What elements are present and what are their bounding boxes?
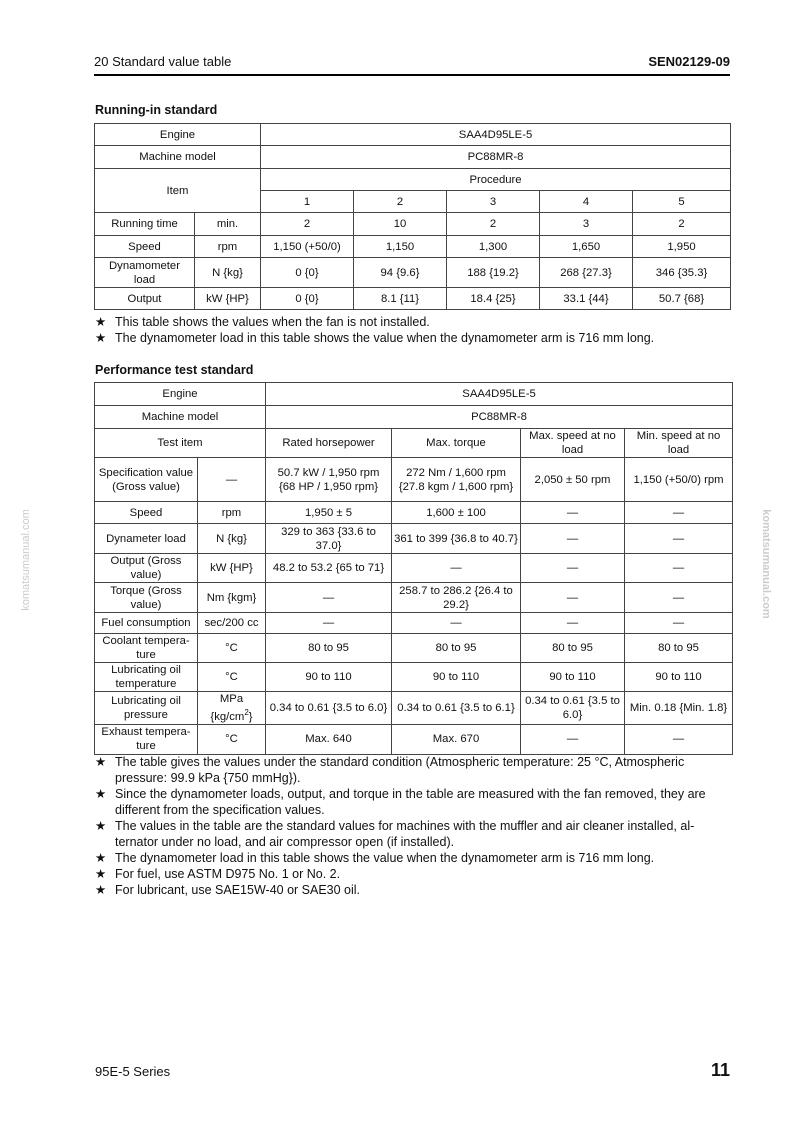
row-label: Speed (95, 502, 198, 524)
row-unit: kW {HP} (195, 288, 261, 310)
item-label: Item (95, 169, 261, 213)
cell: 1,650 (540, 236, 633, 258)
column-header: Min. speed at no load (625, 429, 733, 458)
cell: 90 to 110 (625, 663, 733, 692)
star-icon: ★ (95, 819, 107, 833)
note-item (95, 882, 735, 898)
table-row (95, 724, 733, 754)
engine-label: Engine (95, 124, 261, 146)
note-item (95, 330, 735, 346)
star-icon: ★ (95, 851, 107, 865)
row-label: Lubricating oil temperature (95, 663, 198, 692)
cell: 80 to 95 (392, 634, 521, 663)
table-row (95, 692, 733, 725)
engine-value: SAA4D95LE-5 (261, 124, 731, 146)
unit-end: } (248, 710, 253, 723)
test-item-label: Test item (95, 429, 266, 458)
row-label: Exhaust tempera-ture (95, 724, 198, 754)
watermark-right: komatsumanual.com (760, 509, 772, 619)
note-item (95, 866, 735, 882)
row-label: Coolant tempera-ture (95, 634, 198, 663)
row-label: Torque (Gross value) (95, 583, 198, 613)
cell: — (521, 524, 625, 554)
row-label: Output (Gross value) (95, 554, 198, 583)
procedure-number: 3 (447, 191, 540, 213)
unit-sub: {kg/cm (210, 710, 245, 723)
row-label: Speed (95, 236, 195, 258)
table-row (95, 236, 731, 258)
note-text: This table shows the values when the fan is not installed. (115, 315, 430, 329)
cell: 0.34 to 0.61 {3.5 to 6.0} (521, 692, 625, 725)
procedure-number: 5 (633, 191, 731, 213)
table-row (95, 554, 733, 583)
engine-label: Engine (95, 383, 266, 406)
cell: 1,150 (+50/0) rpm (625, 458, 733, 502)
cell: 10 (354, 213, 447, 236)
cell: 1,950 (633, 236, 731, 258)
row-label: Specification value (Gross value) (95, 458, 198, 502)
header-section-title: 20 Standard value table (94, 54, 232, 69)
row-unit: N {kg} (198, 524, 266, 554)
row-label: Dynamometer load (95, 258, 195, 288)
machine-model-value: PC88MR-8 (266, 406, 733, 429)
cell: 2 (447, 213, 540, 236)
star-icon: ★ (95, 883, 107, 897)
cell: — (625, 613, 733, 634)
cell: 90 to 110 (266, 663, 392, 692)
cell: 90 to 110 (521, 663, 625, 692)
cell: 1,150 (+50/0) (261, 236, 354, 258)
cell: Max. 670 (392, 724, 521, 754)
cell: 1,600 ± 100 (392, 502, 521, 524)
row-label: Running time (95, 213, 195, 236)
row-unit: °C (198, 663, 266, 692)
note-text: The table gives the values under the standard condition (Atmospheric temperature: 25 °C, Atmospheric pressure: 99.9 kPa {750 mmHg}). (115, 755, 685, 785)
note-item (95, 818, 735, 850)
page-number: 11 (710, 1060, 730, 1080)
cell: 0.34 to 0.61 {3.5 to 6.1} (392, 692, 521, 725)
cell: 50.7 {68} (633, 288, 731, 310)
note-text: For fuel, use ASTM D975 No. 1 or No. 2. (115, 867, 341, 881)
note-text: The dynamometer load in this table shows the value when the dynamometer arm is 716 mm long. (115, 851, 655, 865)
star-icon: ★ (95, 867, 107, 881)
cell: 94 {9.6} (354, 258, 447, 288)
machine-model-label: Machine model (95, 406, 266, 429)
table-row (95, 524, 733, 554)
cell: 272 Nm / 1,600 rpm {27.8 kgm / 1,600 rpm} (392, 458, 521, 502)
cell: — (521, 502, 625, 524)
cell: 1,150 (354, 236, 447, 258)
row-unit: sec/200 cc (198, 613, 266, 634)
engine-value: SAA4D95LE-5 (266, 383, 733, 406)
row-unit: min. (195, 213, 261, 236)
cell: 0.34 to 0.61 {3.5 to 6.0} (266, 692, 392, 725)
table-row (95, 213, 731, 236)
cell: 361 to 399 {36.8 to 40.7} (392, 524, 521, 554)
cell: 3 (540, 213, 633, 236)
cell: — (521, 613, 625, 634)
cell: — (625, 554, 733, 583)
cell: — (392, 554, 521, 583)
table-row (95, 583, 733, 613)
row-unit: Nm {kgm} (198, 583, 266, 613)
cell: 346 {35.3} (633, 258, 731, 288)
cell: — (521, 554, 625, 583)
cell: 0 {0} (261, 258, 354, 288)
footer-series: 95E-5 Series (95, 1064, 171, 1079)
cell: 188 {19.2} (447, 258, 540, 288)
note-item (95, 754, 735, 786)
cell: — (625, 502, 733, 524)
table-row (95, 613, 733, 634)
table-row (95, 634, 733, 663)
running-in-table (94, 123, 731, 310)
cell: Min. 0.18 {Min. 1.8} (625, 692, 733, 725)
cell: 8.1 {11} (354, 288, 447, 310)
table-row (95, 288, 731, 310)
note-text: The dynamometer load in this table shows the value when the dynamometer arm is 716 mm long. (115, 331, 655, 345)
cell: 50.7 kW / 1,950 rpm {68 HP / 1,950 rpm} (266, 458, 392, 502)
cell: 329 to 363 {33.6 to 37.0} (266, 524, 392, 554)
header-doc-code: SEN02129-09 (648, 54, 730, 69)
cell: — (266, 613, 392, 634)
running-in-title: Running-in standard (95, 103, 218, 117)
star-icon: ★ (95, 787, 107, 801)
column-header: Max. torque (392, 429, 521, 458)
running-in-notes (95, 314, 735, 346)
star-icon: ★ (95, 331, 107, 345)
procedure-number: 2 (354, 191, 447, 213)
cell: 258.7 to 286.2 {26.4 to 29.2} (392, 583, 521, 613)
cell: 1,300 (447, 236, 540, 258)
column-header: Rated horsepower (266, 429, 392, 458)
row-unit: rpm (195, 236, 261, 258)
cell: — (392, 613, 521, 634)
watermark-left: komatsumanual.com (20, 509, 32, 611)
performance-notes (95, 754, 735, 898)
performance-table (94, 382, 733, 755)
row-unit: °C (198, 724, 266, 754)
machine-model-label: Machine model (95, 146, 261, 169)
cell: — (521, 724, 625, 754)
cell: — (266, 583, 392, 613)
row-unit (198, 692, 266, 725)
table-row (95, 258, 731, 288)
note-text: For lubricant, use SAE15W-40 or SAE30 oil. (115, 883, 361, 897)
unit-main: MPa (219, 693, 244, 705)
note-text: Since the dynamometer loads, output, and torque in the table are measured with the fan removed, they are different from the specification values. (115, 787, 706, 817)
row-label: Dynameter load (95, 524, 198, 554)
performance-title: Performance test standard (95, 363, 254, 377)
row-unit: rpm (198, 502, 266, 524)
cell: — (625, 583, 733, 613)
cell: — (521, 583, 625, 613)
cell: 268 {27.3} (540, 258, 633, 288)
row-unit: kW {HP} (198, 554, 266, 583)
row-label: Lubricating oil pressure (95, 692, 198, 725)
cell: 0 {0} (261, 288, 354, 310)
procedure-number: 1 (261, 191, 354, 213)
cell: — (625, 524, 733, 554)
procedure-number: 4 (540, 191, 633, 213)
table-row (95, 502, 733, 524)
cell: 48.2 to 53.2 {65 to 71} (266, 554, 392, 583)
row-unit: N {kg} (195, 258, 261, 288)
cell: 80 to 95 (625, 634, 733, 663)
machine-model-value: PC88MR-8 (261, 146, 731, 169)
note-item (95, 786, 735, 818)
page-header (94, 52, 730, 76)
cell: 33.1 {44} (540, 288, 633, 310)
cell: 2 (261, 213, 354, 236)
note-item (95, 850, 735, 866)
unit-superscript: 2 (244, 708, 249, 717)
procedure-label: Procedure (261, 169, 731, 191)
cell: 1,950 ± 5 (266, 502, 392, 524)
cell: 90 to 110 (392, 663, 521, 692)
cell: 2 (633, 213, 731, 236)
note-text: The values in the table are the standard values for machines with the muffler and air cleaner installed, al-ternator under no load, and air compressor open (if installed). (115, 819, 695, 849)
note-item (95, 314, 735, 330)
row-label: Output (95, 288, 195, 310)
row-unit: — (198, 458, 266, 502)
star-icon: ★ (95, 315, 107, 329)
column-header: Max. speed at no load (521, 429, 625, 458)
row-label: Fuel consumption (95, 613, 198, 634)
table-row (95, 663, 733, 692)
table-row (95, 458, 733, 502)
cell: 80 to 95 (521, 634, 625, 663)
cell: 18.4 {25} (447, 288, 540, 310)
cell: Max. 640 (266, 724, 392, 754)
cell: — (625, 724, 733, 754)
star-icon: ★ (95, 755, 107, 769)
cell: 80 to 95 (266, 634, 392, 663)
row-unit: °C (198, 634, 266, 663)
cell: 2,050 ± 50 rpm (521, 458, 625, 502)
